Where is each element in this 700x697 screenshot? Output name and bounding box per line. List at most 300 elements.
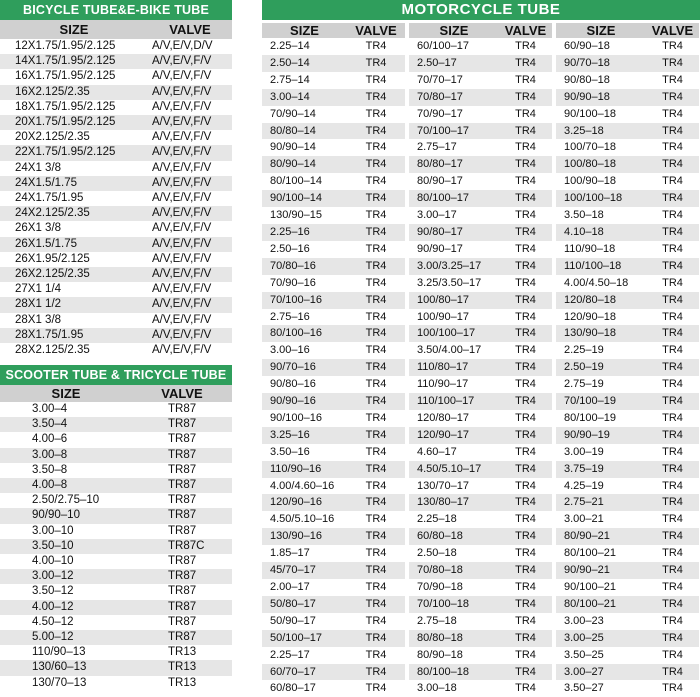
size-cell: 110/100–17 bbox=[417, 395, 475, 408]
table-row bbox=[409, 494, 552, 511]
valve-cell: TR4 bbox=[662, 90, 683, 103]
valve-cell: A/V,E/V,F/V bbox=[152, 268, 212, 281]
size-cell: 120/90–17 bbox=[417, 428, 469, 441]
table-row bbox=[0, 85, 232, 100]
size-cell: 5.00–12 bbox=[32, 631, 74, 644]
valve-cell: TR4 bbox=[662, 581, 683, 593]
valve-cell: TR4 bbox=[662, 192, 683, 205]
table-row bbox=[556, 579, 699, 596]
size-cell: 3.50–27 bbox=[564, 682, 604, 695]
table-row bbox=[556, 478, 699, 495]
table-row bbox=[262, 55, 405, 72]
valve-cell: TR4 bbox=[365, 631, 387, 644]
size-cell: 90/70–16 bbox=[270, 361, 316, 374]
table-row bbox=[262, 528, 405, 545]
valve-cell: TR4 bbox=[662, 56, 683, 69]
size-cell: 2.50–16 bbox=[270, 242, 310, 255]
table-row bbox=[409, 511, 552, 528]
size-cell: 130/90–18 bbox=[564, 327, 616, 340]
valve-cell: TR4 bbox=[662, 597, 683, 610]
table-row bbox=[409, 123, 552, 140]
size-cell: 4.10–18 bbox=[564, 225, 604, 238]
size-column-header: SIZE bbox=[290, 23, 319, 38]
size-cell: 90/90–16 bbox=[270, 395, 316, 408]
valve-cell: A/V,E/V,F/V bbox=[152, 298, 212, 311]
table-row bbox=[0, 554, 232, 569]
table-row bbox=[556, 275, 699, 292]
table-row bbox=[556, 55, 699, 72]
table-row bbox=[409, 89, 552, 106]
table-row bbox=[262, 461, 405, 478]
size-cell: 2.75–18 bbox=[417, 614, 457, 627]
size-cell: 90/80–16 bbox=[270, 378, 316, 391]
valve-cell: TR87 bbox=[168, 585, 197, 598]
size-cell: 2.25–17 bbox=[270, 648, 310, 661]
table-row bbox=[409, 359, 552, 376]
size-cell: 28X2.125/2.35 bbox=[15, 344, 90, 357]
valve-cell: TR4 bbox=[662, 395, 683, 408]
table-row bbox=[262, 647, 405, 664]
size-cell: 24X1 3/8 bbox=[15, 161, 62, 174]
table-row bbox=[556, 444, 699, 461]
table-row bbox=[0, 448, 232, 463]
table-row bbox=[409, 461, 552, 478]
size-cell: 3.50–12 bbox=[32, 585, 74, 598]
size-cell: 80/90–21 bbox=[564, 530, 610, 543]
valve-cell: TR4 bbox=[365, 327, 387, 340]
table-row bbox=[409, 528, 552, 545]
table-row bbox=[556, 528, 699, 545]
valve-cell: TR4 bbox=[662, 141, 683, 154]
table-row bbox=[262, 562, 405, 579]
valve-cell: TR4 bbox=[662, 344, 683, 357]
size-cell: 100/80–18 bbox=[564, 158, 616, 171]
valve-cell: TR4 bbox=[365, 597, 387, 610]
size-cell: 70/90–16 bbox=[270, 276, 316, 289]
size-column-header: SIZE bbox=[439, 23, 469, 38]
valve-cell: TR4 bbox=[515, 547, 536, 560]
table-row bbox=[556, 596, 699, 613]
size-cell: 120/80–17 bbox=[417, 411, 469, 424]
size-cell: 110/80–17 bbox=[417, 361, 469, 374]
table-header-row bbox=[409, 23, 552, 38]
table-header-row bbox=[0, 385, 232, 402]
size-cell: 2.25–14 bbox=[270, 40, 310, 52]
valve-cell: TR4 bbox=[365, 411, 387, 424]
table-row bbox=[262, 258, 405, 275]
valve-cell: A/V,E/V,F/V bbox=[152, 85, 212, 98]
valve-cell: TR4 bbox=[662, 242, 683, 255]
size-cell: 1.85–17 bbox=[270, 547, 310, 560]
valve-cell: TR4 bbox=[515, 530, 536, 543]
table-row bbox=[0, 432, 232, 447]
table-row bbox=[556, 241, 699, 258]
size-cell: 28X1 3/8 bbox=[15, 313, 62, 326]
table-row bbox=[0, 645, 232, 660]
size-cell: 28X1.75/1.95 bbox=[15, 328, 84, 341]
table-row bbox=[0, 282, 232, 297]
size-cell: 50/90–17 bbox=[270, 614, 316, 627]
valve-cell: TR4 bbox=[365, 259, 387, 272]
valve-cell: A/V,E/V,F/V bbox=[152, 116, 212, 129]
size-cell: 60/80–18 bbox=[417, 530, 463, 543]
valve-cell: TR4 bbox=[365, 225, 387, 238]
valve-cell: TR4 bbox=[365, 648, 387, 661]
size-cell: 3.00–25 bbox=[564, 631, 604, 644]
valve-cell: TR4 bbox=[515, 581, 536, 593]
table-row bbox=[409, 342, 552, 359]
valve-cell: TR4 bbox=[662, 73, 683, 86]
valve-cell: TR4 bbox=[515, 259, 536, 272]
table-row bbox=[409, 258, 552, 275]
valve-cell: TR87 bbox=[168, 631, 197, 644]
table-row bbox=[262, 173, 405, 190]
table-row bbox=[409, 393, 552, 410]
valve-cell: TR4 bbox=[662, 648, 683, 661]
valve-cell: TR4 bbox=[515, 428, 536, 441]
size-cell: 90/80–18 bbox=[564, 73, 610, 86]
table-row bbox=[0, 39, 232, 54]
size-cell: 20X1.75/1.95/2.125 bbox=[15, 116, 116, 129]
valve-cell: TR4 bbox=[515, 411, 536, 424]
table-row bbox=[262, 224, 405, 241]
size-cell: 20X2.125/2.35 bbox=[15, 131, 90, 144]
valve-cell: TR4 bbox=[515, 665, 536, 678]
valve-cell: TR87 bbox=[168, 570, 197, 583]
size-cell: 60/70–17 bbox=[270, 665, 316, 678]
table-row bbox=[262, 376, 405, 393]
valve-cell: TR87 bbox=[168, 555, 197, 568]
size-cell: 130/80–17 bbox=[417, 496, 469, 509]
size-cell: 24X1.5/1.75 bbox=[15, 176, 78, 189]
valve-cell: A/V,E/V,F/V bbox=[152, 100, 212, 113]
valve-cell: TR13 bbox=[168, 646, 197, 659]
valve-cell: TR4 bbox=[365, 242, 387, 255]
table-row bbox=[0, 328, 232, 343]
valve-cell: TR4 bbox=[365, 310, 387, 323]
table-row bbox=[0, 402, 232, 417]
motorcycle-column-2 bbox=[409, 23, 552, 697]
valve-cell: TR4 bbox=[662, 614, 683, 627]
size-cell: 50/80–17 bbox=[270, 597, 316, 610]
size-cell: 90/100–18 bbox=[564, 107, 616, 120]
table-row bbox=[0, 524, 232, 539]
table-row bbox=[556, 156, 699, 173]
valve-cell: TR4 bbox=[365, 124, 387, 137]
size-cell: 90/90–14 bbox=[270, 141, 316, 154]
valve-cell: TR13 bbox=[168, 661, 197, 674]
valve-cell: TR4 bbox=[365, 90, 387, 103]
table-row bbox=[262, 156, 405, 173]
table-row bbox=[262, 292, 405, 309]
valve-cell: TR4 bbox=[662, 225, 683, 238]
valve-cell: TR4 bbox=[515, 56, 536, 69]
table-row bbox=[0, 630, 232, 645]
size-cell: 80/100–14 bbox=[270, 175, 322, 188]
table-row bbox=[0, 478, 232, 493]
size-cell: 2.75–17 bbox=[417, 141, 457, 154]
table-row bbox=[409, 478, 552, 495]
valve-cell: TR4 bbox=[515, 293, 536, 306]
valve-cell: A/V,E/V,D/V bbox=[152, 40, 213, 52]
table-row bbox=[556, 630, 699, 647]
table-row bbox=[0, 100, 232, 115]
size-cell: 100/90–17 bbox=[417, 310, 469, 323]
size-cell: 60/100–17 bbox=[417, 40, 469, 52]
valve-cell: TR4 bbox=[515, 597, 536, 610]
table-row bbox=[262, 359, 405, 376]
size-cell: 24X2.125/2.35 bbox=[15, 207, 90, 220]
table-row bbox=[556, 173, 699, 190]
size-cell: 2.50–14 bbox=[270, 56, 310, 69]
table-row bbox=[409, 173, 552, 190]
scooter-tube-table bbox=[0, 365, 232, 691]
table-row bbox=[556, 224, 699, 241]
table-row bbox=[262, 579, 405, 596]
valve-column-header: VALVE bbox=[169, 22, 211, 37]
size-cell: 4.00/4.50–18 bbox=[564, 276, 629, 289]
size-cell: 90/100–21 bbox=[564, 581, 616, 593]
valve-cell: TR4 bbox=[515, 158, 536, 171]
table-row bbox=[262, 410, 405, 427]
size-cell: 90/90–21 bbox=[564, 564, 610, 577]
size-cell: 80/90–14 bbox=[270, 158, 316, 171]
size-cell: 4.00–12 bbox=[32, 600, 74, 613]
valve-cell: TR4 bbox=[515, 395, 536, 408]
valve-column-header: VALVE bbox=[355, 23, 397, 38]
table-header-row bbox=[0, 20, 232, 39]
table-row bbox=[556, 410, 699, 427]
table-row bbox=[409, 613, 552, 630]
valve-cell: TR4 bbox=[365, 462, 387, 475]
valve-cell: TR87 bbox=[168, 600, 197, 613]
valve-cell: TR4 bbox=[662, 445, 683, 458]
size-cell: 100/70–18 bbox=[564, 141, 616, 154]
table-row bbox=[262, 478, 405, 495]
valve-cell: TR4 bbox=[365, 276, 387, 289]
size-cell: 26X2.125/2.35 bbox=[15, 268, 90, 281]
size-cell: 100/80–17 bbox=[417, 293, 469, 306]
valve-cell: TR13 bbox=[168, 676, 197, 689]
valve-cell: TR4 bbox=[662, 665, 683, 678]
table-row bbox=[0, 237, 232, 252]
valve-cell: TR4 bbox=[662, 530, 683, 543]
size-cell: 90/90–17 bbox=[417, 242, 463, 255]
table-row bbox=[262, 596, 405, 613]
size-cell: 2.25–19 bbox=[564, 344, 604, 357]
table-row bbox=[409, 545, 552, 562]
size-cell: 120/80–18 bbox=[564, 293, 616, 306]
table-header-row bbox=[556, 23, 699, 38]
table-row bbox=[0, 191, 232, 206]
valve-cell: TR4 bbox=[365, 141, 387, 154]
size-cell: 2.25–18 bbox=[417, 513, 457, 526]
size-cell: 100/100–17 bbox=[417, 327, 476, 340]
valve-cell: TR4 bbox=[365, 344, 387, 357]
size-column-header: SIZE bbox=[51, 386, 81, 401]
table-row bbox=[262, 613, 405, 630]
valve-cell: TR4 bbox=[662, 259, 683, 272]
valve-cell: TR4 bbox=[515, 107, 536, 120]
scooter-table bbox=[0, 385, 232, 691]
table-row bbox=[409, 630, 552, 647]
size-cell: 24X1.75/1.95 bbox=[15, 192, 84, 205]
valve-cell: TR4 bbox=[662, 293, 683, 306]
table-row bbox=[556, 359, 699, 376]
size-cell: 80/100–18 bbox=[417, 665, 469, 678]
size-cell: 110/100–18 bbox=[564, 259, 622, 272]
size-cell: 4.50/5.10–17 bbox=[417, 462, 482, 475]
size-cell: 2.00–17 bbox=[270, 581, 310, 593]
table-row bbox=[409, 579, 552, 596]
size-cell: 130/60–13 bbox=[32, 661, 87, 674]
table-row bbox=[556, 258, 699, 275]
size-cell: 18X1.75/1.95/2.125 bbox=[15, 100, 116, 113]
motorcycle-tube-table bbox=[262, 0, 700, 697]
table-row bbox=[409, 376, 552, 393]
table-row bbox=[556, 613, 699, 630]
valve-cell: TR4 bbox=[662, 158, 683, 171]
table-row bbox=[0, 343, 232, 358]
valve-cell: TR4 bbox=[515, 276, 536, 289]
table-row bbox=[556, 664, 699, 681]
valve-cell: TR4 bbox=[365, 547, 387, 560]
size-cell: 2.25–16 bbox=[270, 225, 310, 238]
size-cell: 70/90–17 bbox=[417, 107, 463, 120]
table-row bbox=[0, 417, 232, 432]
table-row bbox=[262, 275, 405, 292]
valve-cell: TR4 bbox=[662, 564, 683, 577]
table-row bbox=[556, 309, 699, 326]
table-row bbox=[409, 309, 552, 326]
valve-cell: TR4 bbox=[662, 361, 683, 374]
size-cell: 4.25–19 bbox=[564, 479, 604, 492]
size-cell: 3.00–14 bbox=[270, 90, 310, 103]
size-cell: 2.50/2.75–10 bbox=[32, 494, 100, 507]
size-cell: 70/80–17 bbox=[417, 90, 463, 103]
size-cell: 4.50/5.10–16 bbox=[270, 513, 335, 526]
table-row bbox=[556, 427, 699, 444]
table-row bbox=[0, 539, 232, 554]
valve-column-header: VALVE bbox=[504, 23, 547, 38]
table-row bbox=[409, 139, 552, 156]
table-row bbox=[409, 680, 552, 697]
table-row bbox=[556, 72, 699, 89]
valve-cell: A/V,E/V,F/V bbox=[152, 161, 212, 174]
table-row bbox=[0, 660, 232, 675]
valve-column-header: VALVE bbox=[161, 386, 203, 401]
size-cell: 4.00/4.60–16 bbox=[270, 479, 335, 492]
size-cell: 60/80–17 bbox=[270, 682, 316, 695]
valve-cell: TR4 bbox=[515, 192, 536, 205]
valve-cell: A/V,E/V,F/V bbox=[152, 328, 212, 341]
table-row bbox=[0, 176, 232, 191]
table-row bbox=[0, 206, 232, 221]
table-row bbox=[262, 680, 405, 697]
size-cell: 3.50–10 bbox=[32, 539, 74, 552]
valve-cell: TR4 bbox=[365, 395, 387, 408]
table-row bbox=[409, 596, 552, 613]
valve-cell: TR4 bbox=[662, 310, 683, 323]
table-row bbox=[556, 680, 699, 697]
valve-cell: TR4 bbox=[515, 378, 536, 391]
valve-cell: TR4 bbox=[662, 40, 683, 52]
valve-cell: TR87 bbox=[168, 494, 197, 507]
table-row bbox=[409, 190, 552, 207]
valve-cell: TR4 bbox=[365, 175, 387, 188]
valve-cell: TR4 bbox=[515, 513, 536, 526]
table-row bbox=[556, 38, 699, 55]
size-cell: 3.00–18 bbox=[417, 682, 457, 695]
table-row bbox=[409, 292, 552, 309]
size-column-header: SIZE bbox=[59, 22, 89, 37]
size-cell: 3.50–16 bbox=[270, 445, 310, 458]
table-row bbox=[262, 207, 405, 224]
size-cell: 3.00–17 bbox=[417, 209, 457, 222]
valve-cell: TR4 bbox=[662, 276, 683, 289]
size-cell: 90/100–16 bbox=[270, 411, 322, 424]
table-row bbox=[0, 676, 232, 691]
valve-cell: TR4 bbox=[365, 361, 387, 374]
valve-cell: TR4 bbox=[515, 242, 536, 255]
table-row bbox=[262, 241, 405, 258]
table-row bbox=[0, 463, 232, 478]
size-cell: 130/70–13 bbox=[32, 676, 87, 689]
size-cell: 80/90–17 bbox=[417, 175, 463, 188]
valve-cell: TR87 bbox=[168, 615, 197, 628]
size-cell: 12X1.75/1.95/2.125 bbox=[15, 40, 116, 52]
table-row bbox=[409, 207, 552, 224]
valve-cell: A/V,E/V,F/V bbox=[152, 344, 212, 357]
table-row bbox=[409, 72, 552, 89]
size-cell: 3.50/4.00–17 bbox=[417, 344, 482, 357]
size-cell: 4.60–17 bbox=[417, 445, 457, 458]
scooter-table-title: SCOOTER TUBE & TRICYCLE TUBE bbox=[0, 365, 232, 385]
valve-cell: A/V,E/V,F/V bbox=[152, 313, 212, 326]
table-row bbox=[556, 89, 699, 106]
valve-cell: A/V,E/V,F/V bbox=[152, 131, 212, 144]
size-cell: 3.00–12 bbox=[32, 570, 74, 583]
valve-cell: TR4 bbox=[365, 192, 387, 205]
size-cell: 80/100–16 bbox=[270, 327, 322, 340]
table-row bbox=[0, 115, 232, 130]
size-cell: 2.50–17 bbox=[417, 56, 457, 69]
valve-cell: A/V,E/V,F/V bbox=[152, 176, 212, 189]
size-cell: 3.00–21 bbox=[564, 513, 604, 526]
size-cell: 3.25/3.50–17 bbox=[417, 276, 482, 289]
table-row bbox=[409, 444, 552, 461]
size-cell: 130/70–17 bbox=[417, 479, 469, 492]
size-cell: 3.00–19 bbox=[564, 445, 604, 458]
table-row bbox=[556, 139, 699, 156]
table-row bbox=[0, 54, 232, 69]
bicycle-table bbox=[0, 20, 232, 358]
valve-cell: TR87C bbox=[168, 539, 205, 552]
bicycle-tube-table bbox=[0, 0, 232, 358]
size-cell: 28X1 1/2 bbox=[15, 298, 62, 311]
valve-cell: TR4 bbox=[662, 428, 683, 441]
valve-cell: TR4 bbox=[515, 462, 536, 475]
size-cell: 80/80–18 bbox=[417, 631, 463, 644]
valve-cell: A/V,E/V,F/V bbox=[152, 237, 212, 250]
table-row bbox=[556, 325, 699, 342]
table-row bbox=[262, 190, 405, 207]
size-cell: 4.00–6 bbox=[32, 433, 68, 446]
valve-cell: TR4 bbox=[515, 124, 536, 137]
valve-cell: TR4 bbox=[662, 462, 683, 475]
valve-cell: TR4 bbox=[365, 530, 387, 543]
valve-cell: TR4 bbox=[515, 496, 536, 509]
